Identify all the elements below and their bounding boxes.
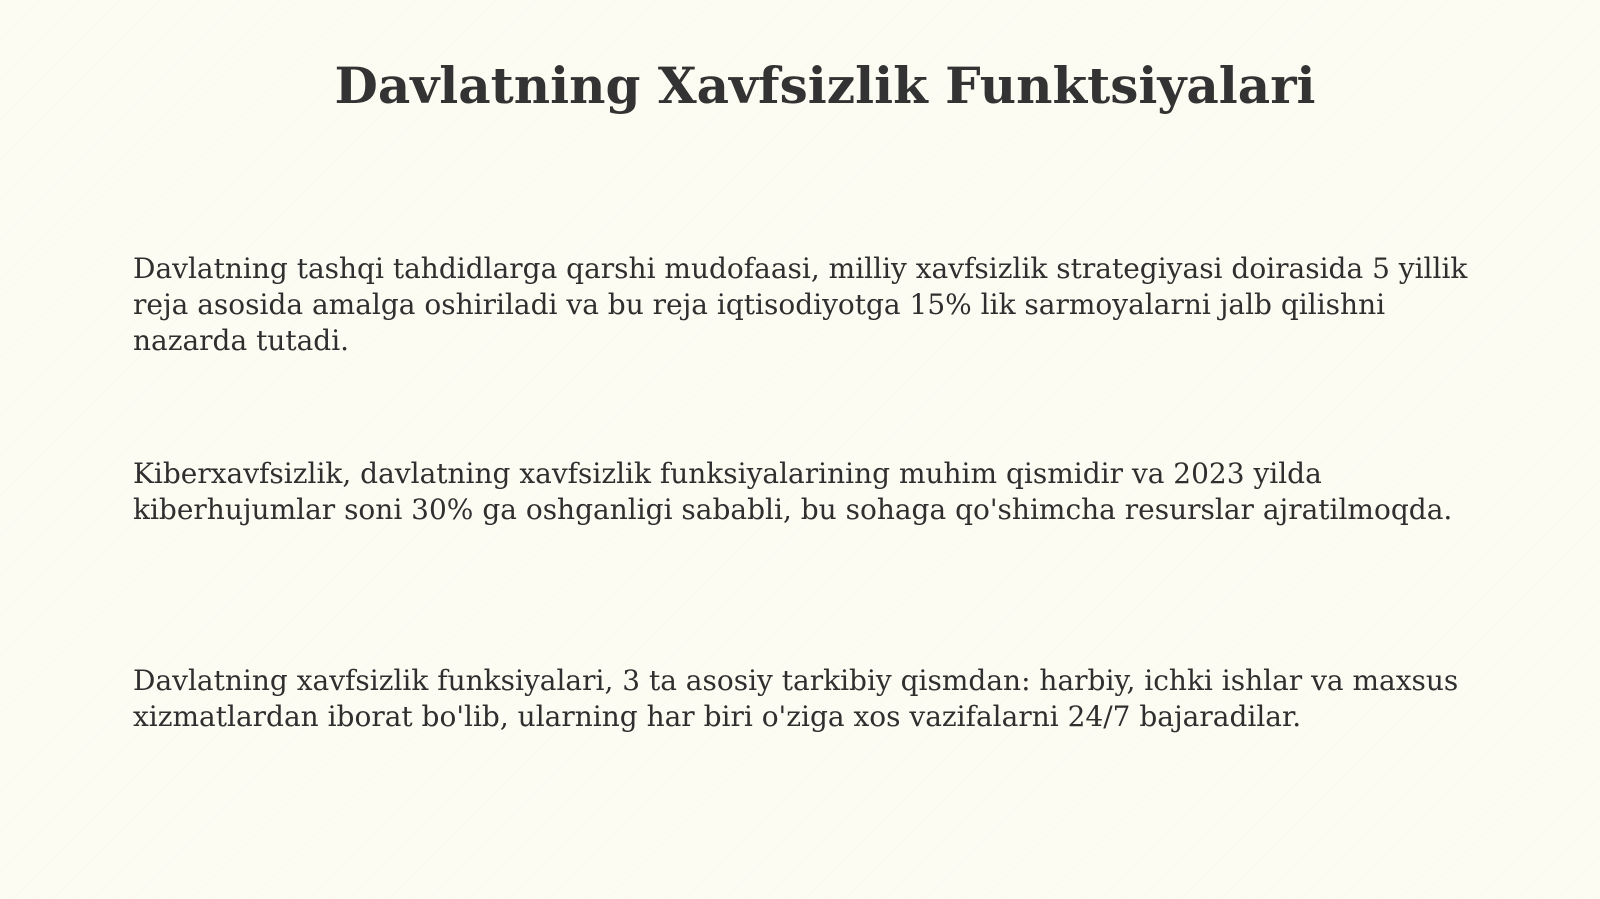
paragraph-external-defense: Davlatning tashqi tahdidlarga qarshi mudofaasi, milliy xavfsizlik strategiyasi doirasida 5 yillik reja asosida amalga oshiriladi va bu reja iqtisodiyotga 15% lik sarmoyalarni jalb qilishni nazarda tutadi.	[133, 252, 1468, 357]
paragraph-security-components: Davlatning xavfsizlik funksiyalari, 3 ta asosiy tarkibiy qismdan: harbiy, ichki ishlar va maxsus xizmatlardan iborat bo'lib, ularning har biri o'ziga xos vazifalarni 24/7 bajaradilar.	[133, 664, 1459, 733]
slide-title: Davlatning Xavfsizlik Funktsiyalari	[334, 56, 1316, 115]
paragraph-cybersecurity: Kiberxavfsizlik, davlatning xavfsizlik funksiyalarining muhim qismidir va 2023 yilda kiberhujumlar soni 30% ga oshganligi sababli, bu sohaga qo'shimcha resurslar ajratilmoqda.	[133, 457, 1453, 526]
